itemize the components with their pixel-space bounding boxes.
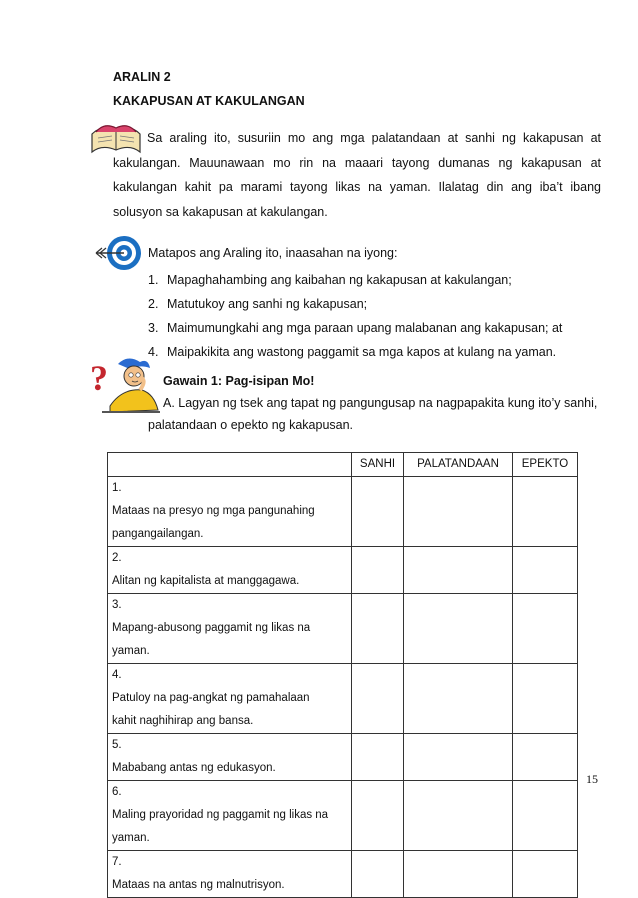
statement-cell [108, 594, 352, 664]
objective-text: Mapaghahambing ang kaibahan ng kakapusan at kakulangan; [167, 273, 512, 287]
objective-number: 3. [148, 321, 159, 335]
table-row [108, 664, 578, 734]
table-row [108, 734, 578, 781]
target-icon [92, 228, 142, 278]
objective-text: Matutukoy ang sanhi ng kakapusan; [167, 297, 368, 311]
svg-text:?: ? [90, 358, 108, 398]
statement-cell [108, 851, 352, 898]
statement-cell [108, 664, 352, 734]
statement-cell [108, 547, 352, 594]
objective-text: Maipakikita ang wastong paggamit sa mga kapos at kulang na yaman. [167, 345, 557, 359]
objective-item [148, 268, 562, 292]
row-text: Maling prayoridad ng paggamit ng likas na yaman. [112, 809, 329, 844]
statement-cell [108, 477, 352, 547]
row-number: 3. [112, 599, 122, 611]
activity-title: Gawain 1: Pag-isipan Mo! [163, 374, 315, 388]
objective-number: 2. [148, 297, 159, 311]
table-header-sanhi: SANHI [352, 453, 404, 477]
lesson-title: KAKAPUSAN AT KAKULANGAN [113, 94, 305, 108]
table-header-statement [108, 453, 352, 477]
thinking-person-icon [88, 356, 164, 418]
epekto-check-cell[interactable] [513, 477, 578, 547]
row-number: 6. [112, 786, 122, 798]
objective-number: 1. [148, 273, 159, 287]
epekto-check-cell[interactable] [513, 851, 578, 898]
sanhi-check-cell[interactable] [352, 594, 404, 664]
activity-instruction-line1: A. Lagyan ng tsek ang tapat ng pangungusap na nagpapakita kung ito’y sanhi, [163, 396, 598, 410]
row-number: 5. [112, 739, 122, 751]
table-row [108, 781, 578, 851]
row-number: 7. [112, 856, 122, 868]
sanhi-check-cell[interactable] [352, 477, 404, 547]
table-row [108, 851, 578, 898]
palatandaan-check-cell[interactable] [404, 477, 513, 547]
row-text: Mataas na antas ng malnutrisyon. [112, 879, 285, 891]
objective-number: 4. [148, 345, 159, 359]
table-header-palatandaan: PALATANDAAN [404, 453, 513, 477]
epekto-check-cell[interactable] [513, 781, 578, 851]
objective-item [148, 340, 562, 364]
sanhi-check-cell[interactable] [352, 734, 404, 781]
objective-item [148, 316, 562, 340]
row-number: 2. [112, 552, 122, 564]
statement-cell [108, 734, 352, 781]
table-row [108, 547, 578, 594]
palatandaan-check-cell[interactable] [404, 594, 513, 664]
palatandaan-check-cell[interactable] [404, 547, 513, 594]
table-header-row [108, 453, 578, 477]
epekto-check-cell[interactable] [513, 547, 578, 594]
page-number: 15 [586, 772, 598, 786]
lesson-number: ARALIN 2 [113, 70, 171, 84]
row-number: 4. [112, 669, 122, 681]
row-number: 1. [112, 482, 122, 494]
epekto-check-cell[interactable] [513, 734, 578, 781]
row-text: Mababang antas ng edukasyon. [112, 762, 276, 774]
objectives-intro: Matapos ang Araling ito, inaasahan na iyong: [148, 246, 398, 260]
row-text: Alitan ng kapitalista at manggagawa. [112, 575, 300, 587]
palatandaan-check-cell[interactable] [404, 734, 513, 781]
activity-table [107, 452, 578, 898]
table-row [108, 477, 578, 547]
row-text: Patuloy na pag-angkat ng pamahalaan kahit naghihirap ang bansa. [112, 692, 310, 727]
palatandaan-check-cell[interactable] [404, 664, 513, 734]
objective-item [148, 292, 562, 316]
table-row [108, 594, 578, 664]
objectives-list [148, 268, 562, 364]
sanhi-check-cell[interactable] [352, 547, 404, 594]
sanhi-check-cell[interactable] [352, 781, 404, 851]
palatandaan-check-cell[interactable] [404, 781, 513, 851]
row-text: Mapang-abusong paggamit ng likas na yaman. [112, 622, 311, 657]
epekto-check-cell[interactable] [513, 664, 578, 734]
palatandaan-check-cell[interactable] [404, 851, 513, 898]
table-header-epekto: EPEKTO [513, 453, 578, 477]
statement-cell [108, 781, 352, 851]
sanhi-check-cell[interactable] [352, 664, 404, 734]
objective-text: Maimumungkahi ang mga paraan upang malabanan ang kakapusan; at [167, 321, 563, 335]
row-text: Mataas na presyo ng mga pangunahing pangangailangan. [112, 505, 315, 540]
intro-paragraph: Sa araling ito, susuriin mo ang mga palatandaan at sanhi ng kakapusan at kakulangan. Mauunawaan mo rin na maaari tayong dumanas ng kakapusan at kakulangan kahit pa marami tayong likas na yaman. Ilalatag din ang iba’t ibang solusyon sa kakapusan at kakulangan. [113, 131, 601, 219]
sanhi-check-cell[interactable] [352, 851, 404, 898]
epekto-check-cell[interactable] [513, 594, 578, 664]
activity-instruction-line2: palatandaan o epekto ng kakapusan. [148, 418, 354, 432]
